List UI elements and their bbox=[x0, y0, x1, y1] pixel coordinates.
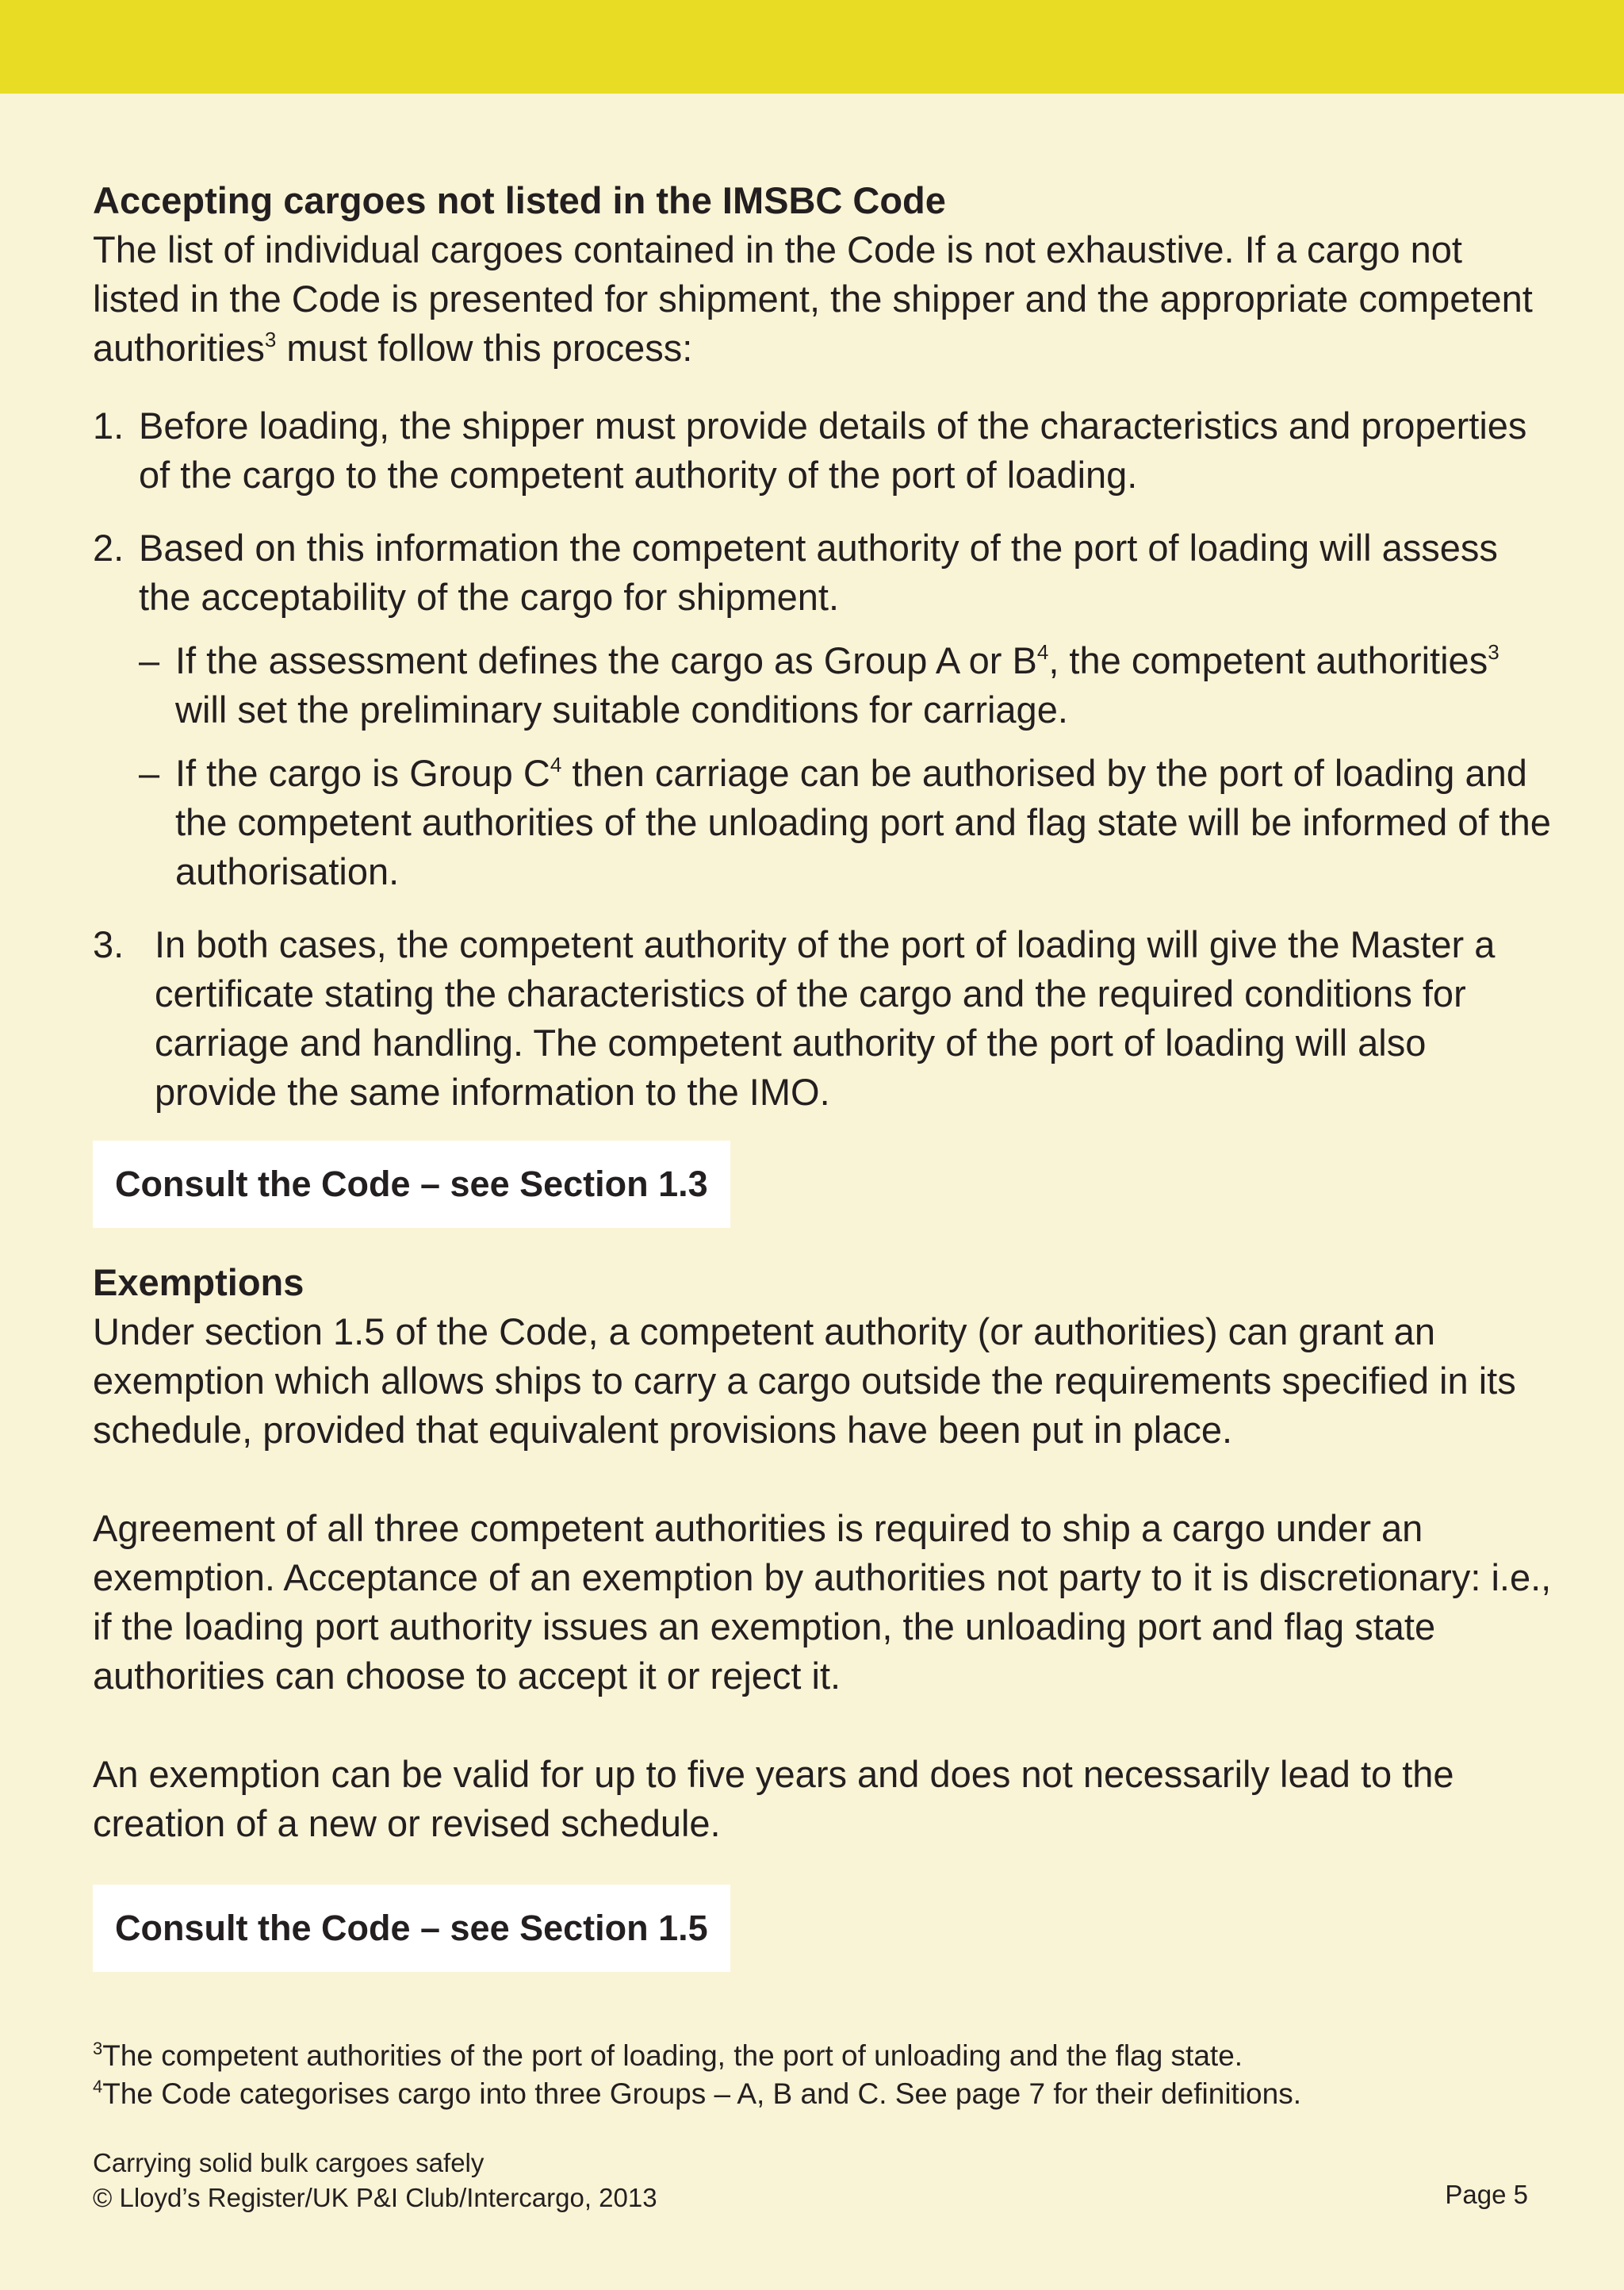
footer-copyright: © Lloyd’s Register/UK P&I Club/Intercargo, 2013 bbox=[93, 2183, 657, 2212]
list-item: 2. Based on this information the competent authority of the port of loading will assess the acceptability of the cargo for shipment. – If the assessment defines the cargo as Group A or $B^4$, the competent authorities$^3$ will set the preliminary suitable conditions for carriage. – If the cargo is Group $C^4$ then carriage can be authorised by the port of loading and the competent authorities of the unloading port and flag state will be informed of the authorisation. bbox=[93, 524, 1552, 896]
list-item: – If the cargo is Group $C^4$ then carriage can be authorised by the port of loading and the competent authorities of the unloading port and flag state will be informed of the authorisation. bbox=[139, 752, 1551, 892]
top-color-band bbox=[0, 0, 1624, 94]
main-content bbox=[93, 176, 1552, 1972]
section-heading-exemptions: Exemptions bbox=[93, 1261, 304, 1303]
consult-code-callout-1-3: Consult the Code – see Section 1.3 bbox=[93, 1141, 730, 1228]
exemptions-paragraph-3: An exemption can be valid for up to five years and does not necessarily lead to the creation of a new or revised schedule. bbox=[93, 1753, 1454, 1844]
process-steps-list bbox=[93, 401, 1552, 1117]
consult-code-callout-1-5: Consult the Code – see Section 1.5 bbox=[93, 1885, 730, 1972]
page-number: Page 5 bbox=[1445, 2180, 1528, 2209]
list-item: 1. Before loading, the shipper must provide details of the characteristics and properties of the cargo to the competent authority of the port of loading. bbox=[93, 405, 1527, 496]
footnote-4: $^4$The Code categorises cargo into three Groups – A, B and C. See page 7 for their definitions. bbox=[93, 2077, 1301, 2110]
list-item: – If the assessment defines the cargo as Group A or $B^4$, the competent authorities$^3$ will set the preliminary suitable conditions for carriage. bbox=[139, 639, 1500, 731]
intro-paragraph: The list of individual cargoes contained in the Code is not exhaustive. If a cargo not listed in the Code is presented for shipment, the shipper and the appropriate competent authorities$^3$ must follow this process: bbox=[93, 228, 1533, 369]
footer-title: Carrying solid bulk cargoes safely bbox=[93, 2148, 485, 2177]
footnotes bbox=[93, 2037, 1301, 2113]
footnote-3: $^3$The competent authorities of the port of loading, the port of unloading and the flag state. bbox=[93, 2039, 1243, 2072]
section-heading-accepting-cargoes: Accepting cargoes not listed in the IMSBC Code bbox=[93, 179, 946, 221]
footnote-ref-3: 3 bbox=[264, 328, 277, 351]
page-footer bbox=[93, 2146, 657, 2215]
exemptions-paragraph-2: Agreement of all three competent authorities is required to ship a cargo under an exemption. Acceptance of an exemption by authorities not party to it is discretionary: i.e., if the loading port authority issues an exemption, the unloading port and flag state authorities can choose to accept it or reject it. bbox=[93, 1507, 1552, 1697]
list-item: 3. In both cases, the competent authority of the port of loading will give the Master a certificate stating the characteristics of the cargo and the required conditions for carriage and handling. The competent authority of the port of loading will also provide the same information to the IMO. bbox=[93, 923, 1496, 1113]
exemptions-paragraph-1: Under section 1.5 of the Code, a competent authority (or authorities) can grant an exemption which allows ships to carry a cargo outside the requirements specified in its schedule, provided that equivalent provisions have been put in place. bbox=[93, 1310, 1516, 1451]
sub-list bbox=[139, 636, 1552, 896]
